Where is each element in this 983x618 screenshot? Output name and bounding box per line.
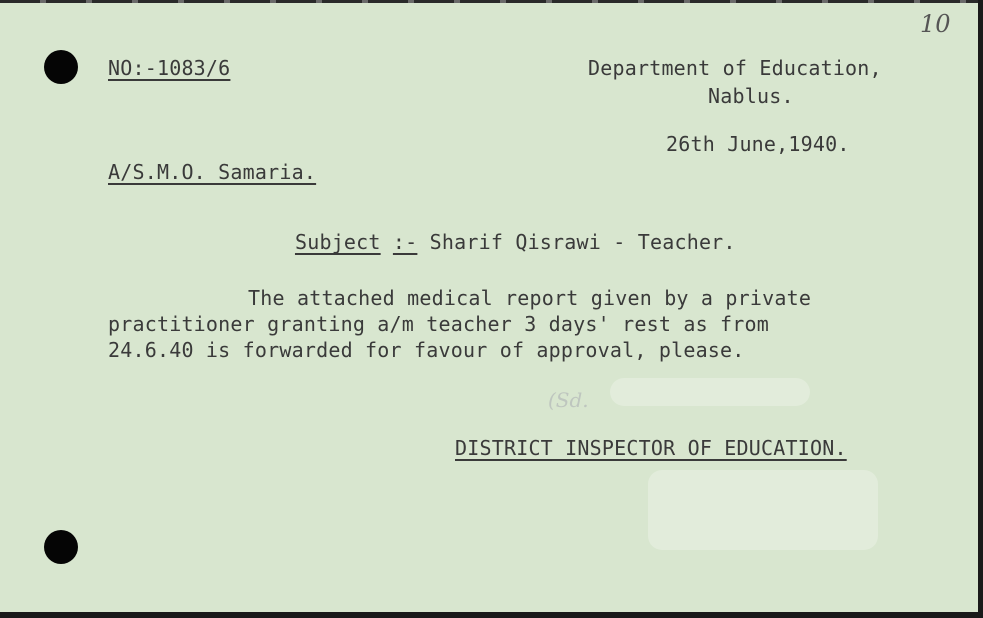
subject-line [246, 212, 736, 272]
folio-number: 10 [920, 10, 951, 38]
signature-stamp: (Sd. [548, 388, 589, 412]
subject-text: Sharif Qisrawi - Teacher. [429, 230, 736, 254]
faded-stamp-mark [610, 378, 810, 406]
reference-number: NO:-1083/6 [108, 56, 231, 80]
letter-date: 26th June,1940. [666, 132, 850, 156]
body-line-3: 24.6.40 is forwarded for favour of approval, please. [108, 338, 745, 362]
body-line-2: practitioner granting a/m teacher 3 days' rest as from [108, 312, 770, 336]
punch-hole-top [44, 50, 78, 84]
subject-separator: :- [392, 230, 418, 254]
faded-stamp-mark [648, 470, 878, 550]
signature-title: DISTRICT INSPECTOR OF EDUCATION. [455, 436, 847, 460]
subject-label: Subject [294, 230, 381, 254]
addressee: A/S.M.O. Samaria. [108, 160, 317, 184]
department-location: Nablus. [708, 84, 794, 108]
page-top-edge [0, 0, 978, 3]
punch-hole-bottom [44, 530, 78, 564]
department-name: Department of Education, [588, 56, 882, 80]
body-line-1: The attached medical report given by a private [248, 286, 812, 310]
